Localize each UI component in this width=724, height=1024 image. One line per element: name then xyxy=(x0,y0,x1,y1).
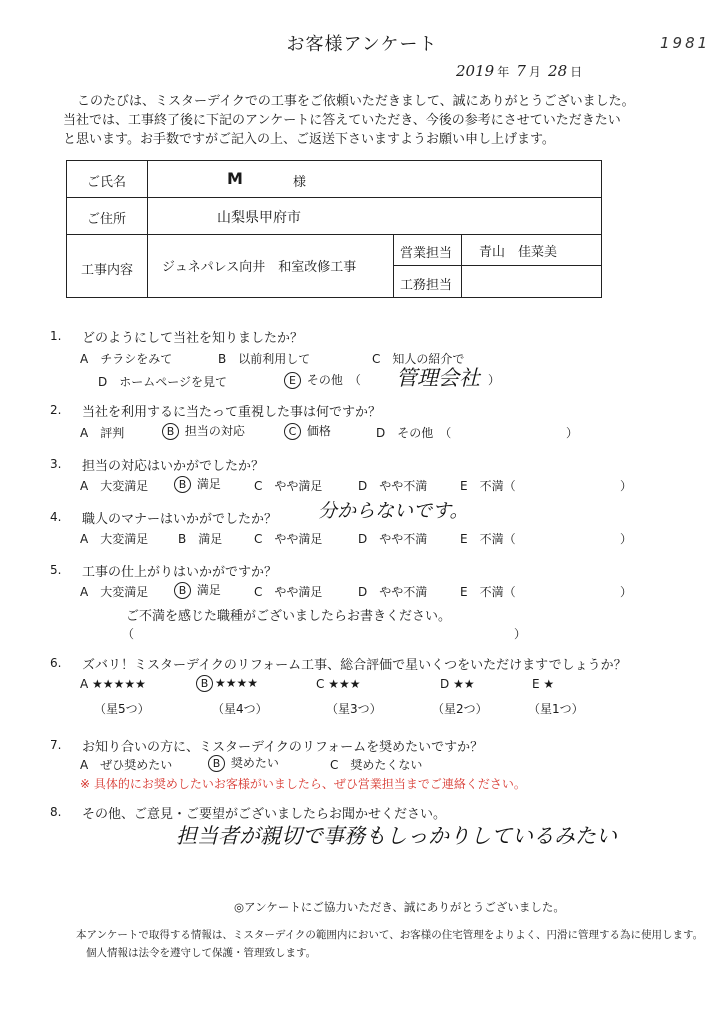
q7-option-a[interactable]: A ぜひ奨めたい xyxy=(80,758,173,772)
q6-caption-e: （星1つ） xyxy=(528,702,584,716)
q6-option-c[interactable]: C ★★★ xyxy=(316,677,361,691)
question-8-text: その他、ご意見・ご要望がございましたらお聞かせください。 xyxy=(82,807,447,822)
q6-caption-b: （星4つ） xyxy=(212,702,268,716)
question-number: 3. xyxy=(50,457,62,471)
q5-option-d[interactable]: D やや不満 xyxy=(358,585,428,599)
q4-option-a[interactable]: A 大変満足 xyxy=(80,532,149,546)
address-value: 山梨県甲府市 xyxy=(217,210,301,226)
q6-caption-a: （星5つ） xyxy=(94,702,150,716)
serial-number: 1981 xyxy=(660,34,711,52)
name-label: ご氏名 xyxy=(87,175,127,190)
q2-option-a[interactable]: A 評判 xyxy=(80,426,125,440)
q5-sub-close-paren: ） xyxy=(514,627,527,641)
q4-handwritten-answer: 分からないです。 xyxy=(318,500,469,522)
q1-option-d[interactable]: D ホームページを見て xyxy=(98,375,228,389)
q7-option-b[interactable]: B 奨めたい xyxy=(208,754,279,772)
date-day: 28 xyxy=(548,62,568,80)
customer-info-table xyxy=(66,160,602,298)
q2-close-paren: ） xyxy=(566,426,579,440)
q2-option-d[interactable]: D その他 （ xyxy=(376,426,452,440)
date-day-unit: 日 xyxy=(570,65,583,79)
question-number: 5. xyxy=(50,563,62,577)
q1-handwritten-answer: 管理会社 xyxy=(396,366,480,390)
engineering-label: 工務担当 xyxy=(400,278,453,293)
question-number: 8. xyxy=(50,805,62,819)
question-4-text: 職人のマナーはいかがでしたか？ xyxy=(82,512,278,527)
q1-option-b[interactable]: B 以前利用して xyxy=(218,352,311,366)
name-value: M xyxy=(227,169,243,188)
question-5-text: 工事の仕上がりはいかがですか？ xyxy=(82,565,278,580)
q5-option-c[interactable]: C やや満足 xyxy=(254,585,323,599)
q5-sub-open-paren: （ xyxy=(122,627,135,641)
date-month-unit: 月 xyxy=(528,65,541,79)
date-month: 7 xyxy=(516,62,526,80)
thanks-message: ◎アンケートにご協力いただき、誠にありがとうございました。 xyxy=(234,900,565,914)
q3-option-a[interactable]: A 大変満足 xyxy=(80,479,149,493)
address-label: ご住所 xyxy=(87,212,127,227)
q6-option-b[interactable]: B ★★★★ xyxy=(196,675,258,692)
intro-line: 当社では、工事終了後に下記のアンケートに答えていただき、今後の参考にさせていただきたい xyxy=(63,113,621,128)
sales-value: 青山 佳菜美 xyxy=(479,245,558,260)
question-6-text: ズバリ！ミスターデイクのリフォーム工事、総合評価で星いくつをいただけますでしょうか？ xyxy=(82,658,627,673)
q7-red-note: ※ 具体的にお奨めしたいお客様がいましたら、ぜひ営業担当までご連絡ください。 xyxy=(80,777,526,791)
question-number: 1. xyxy=(50,329,62,343)
work-value: ジュネパレス向井 和室改修工事 xyxy=(162,260,357,275)
q2-option-c[interactable]: C 価格 xyxy=(284,422,331,440)
date-line xyxy=(456,62,585,80)
intro-text xyxy=(63,92,635,149)
question-2-text: 当社を利用するに当たって重視した事は何ですか？ xyxy=(82,405,382,420)
question-1-text: どのようにして当社を知りましたか？ xyxy=(82,331,304,346)
q1-option-e[interactable]: E その他 （ xyxy=(284,371,361,389)
q4-close-paren: ） xyxy=(620,532,633,546)
q6-option-e[interactable]: E ★ xyxy=(532,677,555,691)
intro-line: このたびは、ミスターデイクでの工事をご依頼いただきまして、誠にありがとうございました。 xyxy=(77,94,635,109)
q4-option-d[interactable]: D やや不満 xyxy=(358,532,428,546)
question-7-text: お知り合いの方に、ミスターデイクのリフォームを奨めたいですか？ xyxy=(82,740,484,755)
q4-option-e[interactable]: E 不満（ xyxy=(460,532,516,546)
question-number: 7. xyxy=(50,738,62,752)
q3-option-e[interactable]: E 不満（ xyxy=(460,479,516,493)
question-3-text: 担当の対応はいかがでしたか？ xyxy=(82,459,265,474)
q8-handwritten-answer: 担当者が親切で事務もしっかりしているみたい xyxy=(176,824,617,848)
q6-option-a[interactable]: A ★★★★★ xyxy=(80,677,146,691)
q6-option-d[interactable]: D ★★ xyxy=(440,677,475,691)
date-year: 2019 xyxy=(456,62,495,80)
q3-option-c[interactable]: C やや満足 xyxy=(254,479,323,493)
q5-sub-prompt: ご不満を感じた職種がございましたらお書きください。 xyxy=(126,609,452,624)
q4-option-c[interactable]: C やや満足 xyxy=(254,532,323,546)
q3-option-b[interactable]: B 満足 xyxy=(174,475,221,493)
question-number: 4. xyxy=(50,510,62,524)
q5-option-a[interactable]: A 大変満足 xyxy=(80,585,149,599)
q6-caption-c: （星3つ） xyxy=(326,702,382,716)
q1-option-a[interactable]: A チラシをみて xyxy=(80,352,173,366)
work-label: 工事内容 xyxy=(81,263,134,278)
page-title: お客様アンケート xyxy=(286,34,438,55)
q7-option-c[interactable]: C 奨めたくない xyxy=(330,758,423,772)
date-year-unit: 年 xyxy=(497,65,510,79)
privacy-line-2: 個人情報は法令を遵守して保護・管理致します。 xyxy=(86,947,317,959)
q1-option-c[interactable]: C 知人の紹介で xyxy=(372,352,465,366)
q2-option-b[interactable]: B 担当の対応 xyxy=(162,422,245,440)
question-number: 6. xyxy=(50,656,62,670)
q5-option-e[interactable]: E 不満（ xyxy=(460,585,516,599)
privacy-line-1: 本アンケートで取得する情報は、ミスターデイクの範囲内において、お客様の住宅管理をよりよく、円滑に管理する為に使用します。 xyxy=(76,929,704,941)
q6-caption-d: （星2つ） xyxy=(432,702,488,716)
q5-option-b[interactable]: B 満足 xyxy=(174,581,221,599)
q1-close-paren: ） xyxy=(488,373,501,387)
question-number: 2. xyxy=(50,403,62,417)
sales-label: 営業担当 xyxy=(400,246,453,261)
intro-line: と思います。お手数ですがご記入の上、ご返送下さいますようお願い申し上げます。 xyxy=(63,132,555,147)
q4-option-b[interactable]: B 満足 xyxy=(178,532,223,546)
q3-close-paren: ） xyxy=(620,479,633,493)
q3-option-d[interactable]: D やや不満 xyxy=(358,479,428,493)
name-suffix: 様 xyxy=(293,175,307,190)
q5-close-paren: ） xyxy=(620,585,633,599)
